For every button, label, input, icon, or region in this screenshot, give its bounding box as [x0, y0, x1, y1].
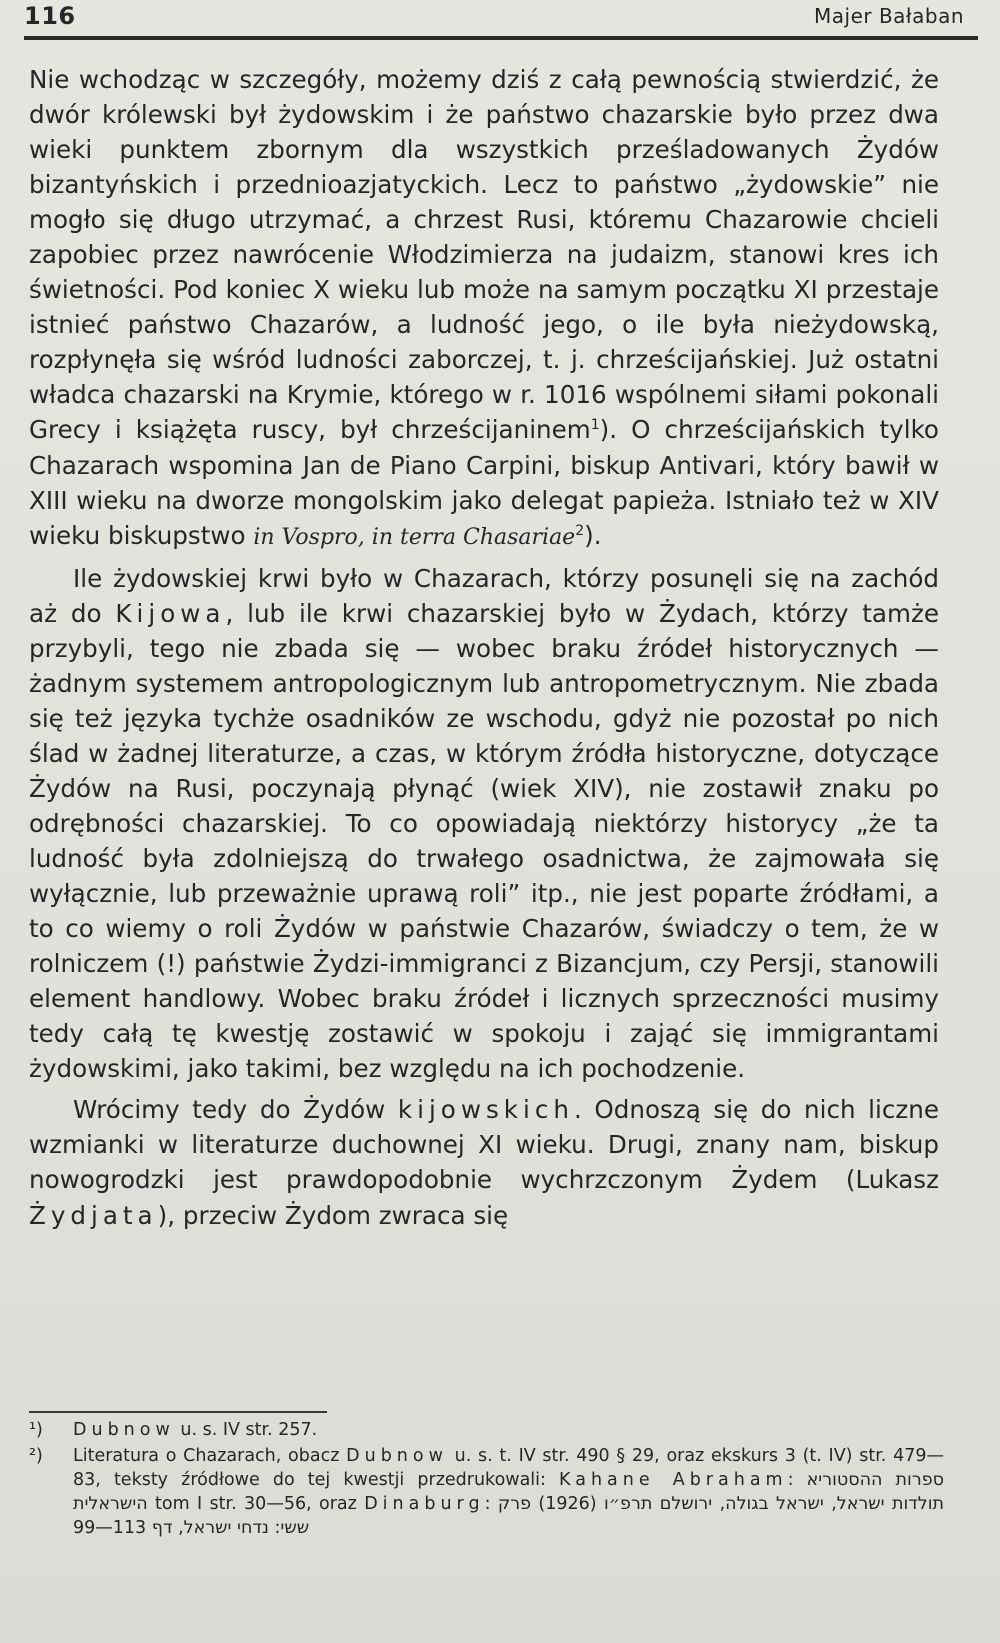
- paragraph-3-text-c: ), przeciw Żydom zwraca się: [157, 1200, 509, 1230]
- footnote-2-hebrew-title-2: תולדות ישראל, ישראל בגולה, ירושלם תרפ״ו (1926) פרק ששי: נדחי ישראל, דף: [151, 1494, 944, 1538]
- footnote-1: [29, 1418, 944, 1442]
- footnote-2-hebrew-title-1: ספרות ההסטוריא הישראלית: [73, 1470, 944, 1514]
- spaced-word-kijowskich: kijowskich: [397, 1095, 574, 1125]
- footnote-ref-2: 2: [575, 522, 585, 539]
- footnote-2-text-d: tom I str. 30—56, oraz: [147, 1494, 365, 1514]
- footnote-2-author-2: Kahane Abraham: [559, 1470, 788, 1490]
- footnote-2: [29, 1444, 944, 1540]
- paragraph-3: [29, 1092, 939, 1232]
- footnote-marker-1: ¹): [29, 1420, 43, 1440]
- header-rule: [24, 36, 978, 40]
- paragraph-2-text-a: Ile żydowskiej krwi było w Chazarach, którzy posunęli się na zachód aż do: [29, 563, 939, 628]
- paragraph-3-text-b: . Odnoszą się do nich liczne wzmianki w literaturze duchownej XI wieku. Drugi, znany nam, biskup nowogrodzki jest prawdopodobnie wychrzczonym Żydem (Lukasz: [29, 1095, 939, 1195]
- main-text: [29, 62, 939, 1233]
- paragraph-1-text-c: ).: [584, 520, 602, 550]
- footnote-2-text-c: :: [787, 1470, 807, 1490]
- paragraph-1-text-b: ). O chrześcijańskich tylko Chazarach wspomina Jan de Piano Carpini, biskup Antivari, który bawił w XIII wieku na dworze mongolskim jako delegat papieża. Istniało też w XIV wieku biskupstwo: [29, 415, 939, 550]
- footnote-2-author-3: Dinaburg: [364, 1494, 485, 1514]
- paragraph-3-text-a: Wrócimy tedy do Żydów: [73, 1095, 398, 1125]
- page-header: [24, 0, 978, 34]
- footnote-1-text: u. s. IV str. 257.: [174, 1420, 318, 1440]
- paragraph-1: [29, 62, 939, 555]
- footnote-2-text-e: :: [484, 1494, 498, 1514]
- footnote-2-author-1: Dubnow: [346, 1446, 448, 1466]
- page-number: 116: [24, 2, 76, 30]
- footnote-2-text-b: u. s. t. IV str. 490 § 29, oraz ekskurs 3 (t. IV) str. 479—83, teksty źródłowe do tej kwestji przedrukowali:: [73, 1446, 944, 1490]
- footnote-marker-2: ²): [29, 1446, 43, 1466]
- spaced-word-kijowa: Kijowa: [115, 598, 226, 628]
- footnote-rule: [29, 1411, 327, 1413]
- footnote-2-text-f: 113—99: [73, 1518, 152, 1538]
- paragraph-2: [29, 561, 939, 1087]
- paragraph-2-text-b: , lub ile krwi chazarskiej było w Żydach, którzy tamże przybyli, tego nie zbada się — wobec braku źródeł historycznych — żadnym systemem antropologicznym lub antropometrycznym. Nie zbada się też języka tychże osadników ze wschodu, gdyż nie pozostał po nich ślad w żadnej literaturze, a czas, w którym źródła historyczne, dotyczące Żydów na Rusi, poczynają płynąć (wiek XIV), nie zostawił znaku po odrębności chazarskiej. To co opowiadają niektórzy historycy „że ta ludność była zdolniejszą do trwałego osadnictwa, że zajmowała się wyłącznie, lub przeważnie uprawą roli” itp., nie jest poparte źródłami, a to co wiemy o roli Żydów w państwie Chazarów, świadczy o tem, że w rolniczem (!) państwie Żydzi-immigranci z Bizancjum, czy Persji, stanowili element handlowy. Wobec braku źródeł i licznych sprzeczności musimy tedy całą tę kwestję zostawić w spokoju i zająć się immigrantami żydowskimi, jako takimi, bez względu na ich pochodzenie.: [29, 598, 939, 1084]
- paragraph-1-text-a: Nie wchodząc w szczegóły, możemy dziś z całą pewnością stwierdzić, że dwór królewski był żydowskim i że państwo chazarskie było przez dwa wieki punktem zbornym dla wszystkich prześladowanych Żydów bizantyńskich i przednioazjatyckich. Lecz to państwo „żydowskie” nie mogło się długo utrzymać, a chrzest Rusi, któremu Chazarowie chcieli zapobiec przez nawrócenie Włodzimierza na judaizm, stanowi kres ich świetności. Pod koniec X wieku lub może na samym początku XI przestaje istnieć państwo Chazarów, a ludność jego, o ile była nieżydowską, rozpłynęła się wśród ludności zaborczej, t. j. chrześcijańskiej. Już ostatni władca chazarski na Krymie, którego w r. 1016 wspólnemi siłami pokonali Grecy i książęta ruscy, był chrześcijaninem: [29, 65, 939, 445]
- running-head: Majer Bałaban: [814, 4, 964, 28]
- footnotes: [29, 1418, 944, 1540]
- footnote-2-text-a: Literatura o Chazarach, obacz: [73, 1446, 347, 1466]
- spaced-word-zydjata: Żydjata: [29, 1200, 158, 1230]
- latin-phrase: in Vospro, in terra Chasariae: [253, 524, 576, 550]
- footnote-1-author: Dubnow: [73, 1420, 175, 1440]
- footnote-ref-1: 1: [590, 417, 600, 434]
